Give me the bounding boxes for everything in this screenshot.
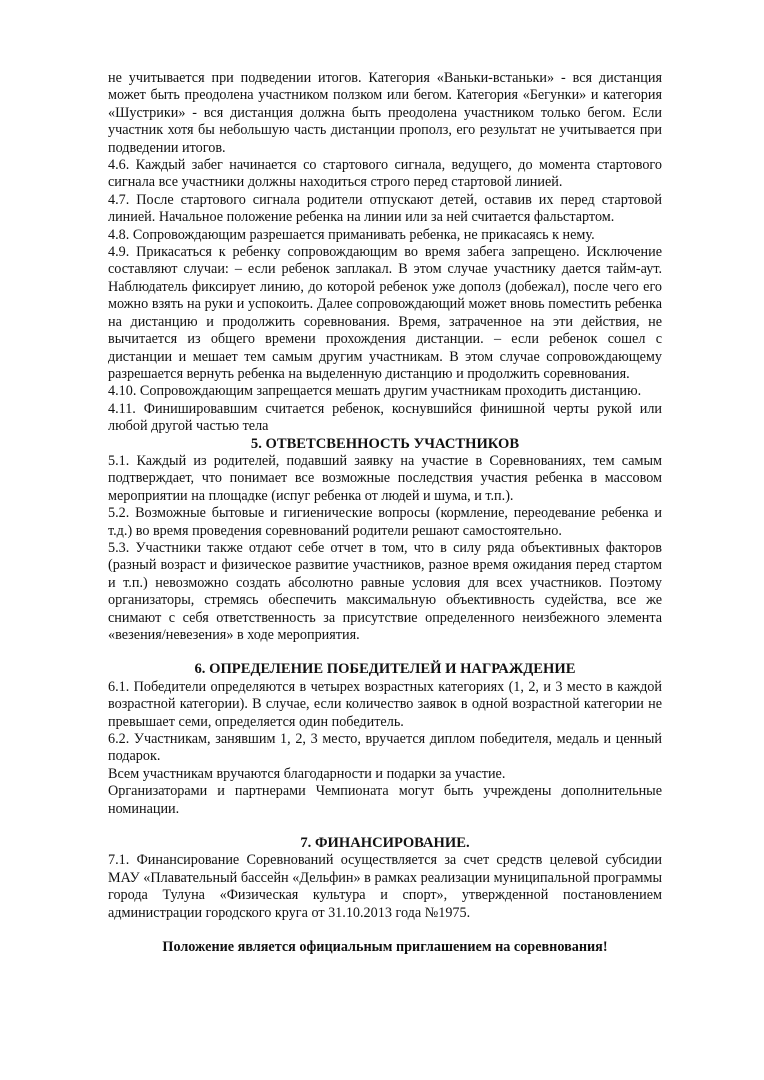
paragraph-6-2: 6.2. Участникам, занявшим 1, 2, 3 место, вручается диплом победителя, медаль и ценный подарок. bbox=[108, 731, 662, 765]
paragraph-thanks: Всем участникам вручаются благодарности и подарки за участие. bbox=[108, 765, 506, 782]
section-5-heading: 5. ОТВЕТСВЕННОСТЬ УЧАСТНИКОВ bbox=[250, 435, 520, 452]
section-7-heading: 7. ФИНАНСИРОВАНИЕ. bbox=[300, 835, 470, 852]
paragraph-4-11: 4.11. Финишировавшим считается ребенок, коснувшийся финишной черты рукой или любой другой частью тела bbox=[108, 400, 662, 435]
paragraph-5-3: 5.3. Участники также отдают себе отчет в том, что в силу ряда объективных факторов (разный возраст и физическое развитие участников, разное время ожидания перед стартом и т.п.) невозможно создать абсолютно равные условия для всех участников. Поэтому организаторы, стремясь обеспечить максимальную объективность судейства, все же снимают с себя ответственность за присутствие определенного неизбежного элемента «везения/невезения» в ходе мероприятия. bbox=[108, 539, 662, 643]
paragraph-nominations: Организаторами и партнерами Чемпионата могут быть учреждены дополнительные номинации. bbox=[108, 783, 662, 817]
document-page bbox=[108, 70, 662, 957]
paragraph-4-9: 4.9. Прикасаться к ребенку сопровождающим во время забега запрещено. Исключение составляют случаи: – если ребенок заплакал. В этом случае участнику дается тайм-аут. Наблюдатель фиксирует линию, до которой ребенок уже дополз (добежал), после чего его можно взять на руки и успокоить. Далее сопровождающий может вновь поместить ребенка на дистанцию и продолжить соревнования. Время, затраченное на эти действия, не вычитается из общего времени прохождения дистанции. – если ребенок сошел с дистанции и мешает тем самым другим участникам. В этом случае сопровождающему разрешается вернуть ребенка на выделенную дистанцию и продолжить соревнования. bbox=[108, 244, 662, 382]
paragraph-4-8: 4.8. Сопровождающим разрешается приманивать ребенка, не прикасаясь к нему. bbox=[108, 226, 595, 243]
paragraph-categories: не учитывается при подведении итогов. Категория «Ваньки-встаньки» - вся дистанция может быть преодолена участником ползком или бегом. Категория «Бегунки» и категория «Шустрики» - вся дистанция должна быть преодолена участником только бегом. Если участник хотя бы небольшую часть дистанции прополз, его результат не учитывается при подведении итогов. bbox=[108, 70, 662, 156]
section-6-heading: 6. ОПРЕДЕЛЕНИЕ ПОБЕДИТЕЛЕЙ И НАГРАЖДЕНИЕ bbox=[194, 661, 576, 678]
spacer bbox=[108, 922, 662, 939]
closing-statement: Положение является официальным приглашением на соревнования! bbox=[162, 939, 608, 956]
paragraph-4-7: 4.7. После стартового сигнала родители отпускают детей, оставив их перед стартовой линией. Начальное положение ребенка на линии или за ней считается фальстартом. bbox=[108, 191, 662, 226]
paragraph-5-1: 5.1. Каждый из родителей, подавший заявку на участие в Соревнованиях, тем самым подтверждает, что понимает все возможные последствия участия ребенка в массовом мероприятии на площадке (испуг ребенка от людей и шума, и т.п.). bbox=[108, 452, 662, 504]
paragraph-4-6: 4.6. Каждый забег начинается со стартового сигнала, ведущего, до момента стартового сигнала все участники должны находиться строго перед стартовой линией. bbox=[108, 157, 662, 191]
paragraph-5-2: 5.2. Возможные бытовые и гигиенические вопросы (кормление, переодевание ребенка и т.д.) во время проведения соревнований родители решают самостоятельно. bbox=[108, 505, 662, 539]
spacer bbox=[108, 644, 662, 661]
paragraph-7-1: 7.1. Финансирование Соревнований осуществляется за счет средств целевой субсидии МАУ «Плавательный бассейн «Дельфин» в рамках реализации муниципальной программы города Тулуна «Физическая культура и спорт», утвержденной постановлением администрации городского круга от 31.10.2013 года №1975. bbox=[108, 852, 662, 921]
paragraph-6-1: 6.1. Победители определяются в четырех возрастных категориях (1, 2, и 3 место в каждой возрастной категории). В случае, если количество заявок в одной возрастной категории не превышает семи, определяется один победитель. bbox=[108, 678, 662, 730]
spacer bbox=[108, 818, 662, 835]
paragraph-4-10: 4.10. Сопровождающим запрещается мешать другим участникам проходить дистанцию. bbox=[108, 383, 642, 400]
